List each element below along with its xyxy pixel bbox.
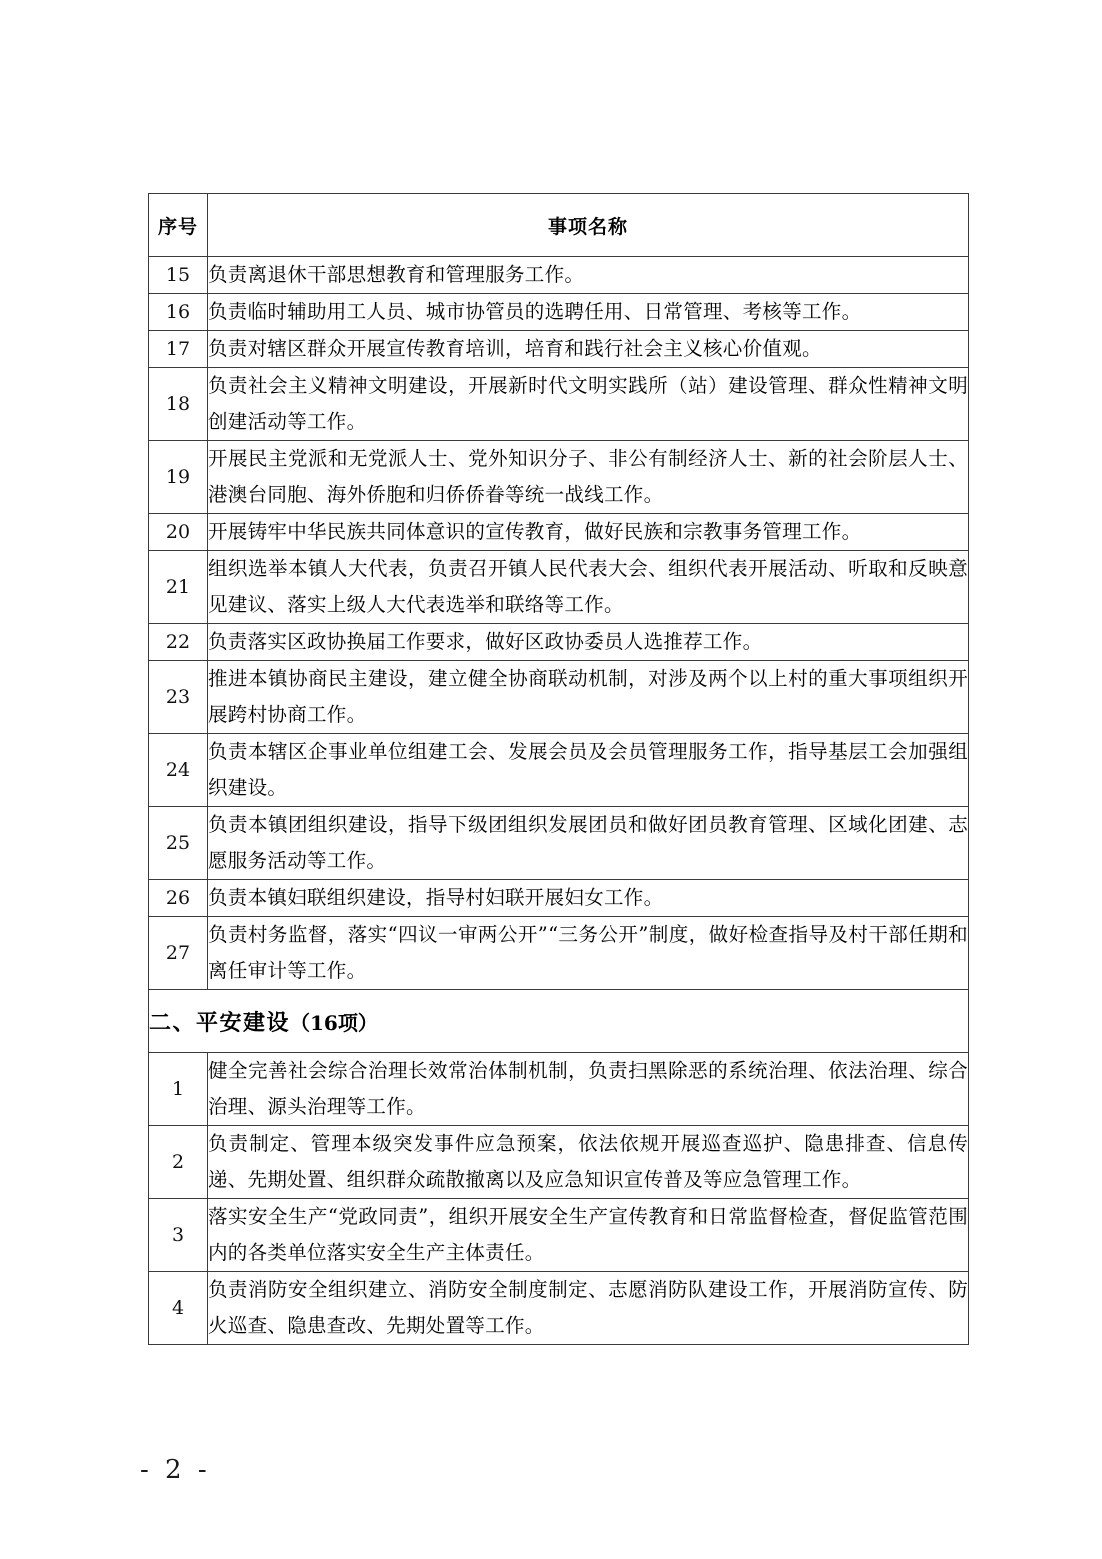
- row-item-text: 负责对辖区群众开展宣传教育培训，培育和践行社会主义核心价值观。: [208, 331, 969, 368]
- column-header-number: 序号: [149, 194, 208, 257]
- row-item-text: 健全完善社会综合治理长效常治体制机制，负责扫黑除恶的系统治理、依法治理、综合治理、源头治理等工作。: [208, 1053, 969, 1126]
- row-item-text: 开展民主党派和无党派人士、党外知识分子、非公有制经济人士、新的社会阶层人士、港澳台同胞、海外侨胞和归侨侨眷等统一战线工作。: [208, 441, 969, 514]
- row-number: 16: [149, 294, 208, 331]
- table-row: [149, 1272, 969, 1345]
- row-number: 1: [149, 1053, 208, 1126]
- row-number: 23: [149, 661, 208, 734]
- table-row: [149, 257, 969, 294]
- row-number: 21: [149, 551, 208, 624]
- row-item-text: 负责离退休干部思想教育和管理服务工作。: [208, 257, 969, 294]
- row-item-text: 负责社会主义精神文明建设，开展新时代文明实践所（站）建设管理、群众性精神文明创建活动等工作。: [208, 368, 969, 441]
- table-row: [149, 551, 969, 624]
- row-item-text: 负责制定、管理本级突发事件应急预案，依法依规开展巡查巡护、隐患排查、信息传递、先期处置、组织群众疏散撤离以及应急知识宣传普及等应急管理工作。: [208, 1126, 969, 1199]
- row-item-text: 推进本镇协商民主建设，建立健全协商联动机制，对涉及两个以上村的重大事项组织开展跨村协商工作。: [208, 661, 969, 734]
- section-title: 二、平安建设: [149, 1010, 291, 1036]
- row-number: 19: [149, 441, 208, 514]
- table-row: [149, 1053, 969, 1126]
- row-item-text: 负责村务监督，落实“四议一审两公开”“三务公开”制度，做好检查指导及村干部任期和离任审计等工作。: [208, 917, 969, 990]
- row-number: 22: [149, 624, 208, 661]
- table-row: [149, 917, 969, 990]
- table-header-row: [149, 194, 969, 257]
- row-item-text: 负责本镇妇联组织建设，指导村妇联开展妇女工作。: [208, 880, 969, 917]
- row-item-text: 组织选举本镇人大代表，负责召开镇人民代表大会、组织代表开展活动、听取和反映意见建议、落实上级人大代表选举和联络等工作。: [208, 551, 969, 624]
- row-number: 18: [149, 368, 208, 441]
- row-item-text: 负责本辖区企事业单位组建工会、发展会员及会员管理服务工作，指导基层工会加强组织建设。: [208, 734, 969, 807]
- table-row: [149, 807, 969, 880]
- row-number: 24: [149, 734, 208, 807]
- row-number: 17: [149, 331, 208, 368]
- column-header-name: 事项名称: [208, 194, 969, 257]
- row-number: 15: [149, 257, 208, 294]
- row-item-text: 落实安全生产“党政同责”，组织开展安全生产宣传教育和日常监督检查，督促监管范围内的各类单位落实安全生产主体责任。: [208, 1199, 969, 1272]
- section-item-count: （16项）: [290, 1010, 378, 1035]
- row-number: 27: [149, 917, 208, 990]
- table-row: [149, 294, 969, 331]
- table-row: [149, 661, 969, 734]
- table-row: [149, 624, 969, 661]
- row-number: 2: [149, 1126, 208, 1199]
- table-row: [149, 368, 969, 441]
- table-row: [149, 331, 969, 368]
- row-number: 25: [149, 807, 208, 880]
- table-row: [149, 1199, 969, 1272]
- section-heading: [149, 990, 969, 1053]
- row-number: 20: [149, 514, 208, 551]
- row-item-text: 负责落实区政协换届工作要求，做好区政协委员人选推荐工作。: [208, 624, 969, 661]
- row-number: 3: [149, 1199, 208, 1272]
- table-row: [149, 734, 969, 807]
- section-heading-row: [149, 990, 969, 1053]
- row-item-text: 负责临时辅助用工人员、城市协管员的选聘任用、日常管理、考核等工作。: [208, 294, 969, 331]
- page-number: - 2 -: [140, 1455, 211, 1485]
- table-row: [149, 441, 969, 514]
- table-row: [149, 880, 969, 917]
- table-row: [149, 514, 969, 551]
- row-number: 26: [149, 880, 208, 917]
- row-item-text: 负责本镇团组织建设，指导下级团组织发展团员和做好团员教育管理、区域化团建、志愿服务活动等工作。: [208, 807, 969, 880]
- row-item-text: 开展铸牢中华民族共同体意识的宣传教育，做好民族和宗教事务管理工作。: [208, 514, 969, 551]
- table-row: [149, 1126, 969, 1199]
- row-number: 4: [149, 1272, 208, 1345]
- row-item-text: 负责消防安全组织建立、消防安全制度制定、志愿消防队建设工作，开展消防宣传、防火巡查、隐患查改、先期处置等工作。: [208, 1272, 969, 1345]
- responsibility-table: [148, 193, 969, 1345]
